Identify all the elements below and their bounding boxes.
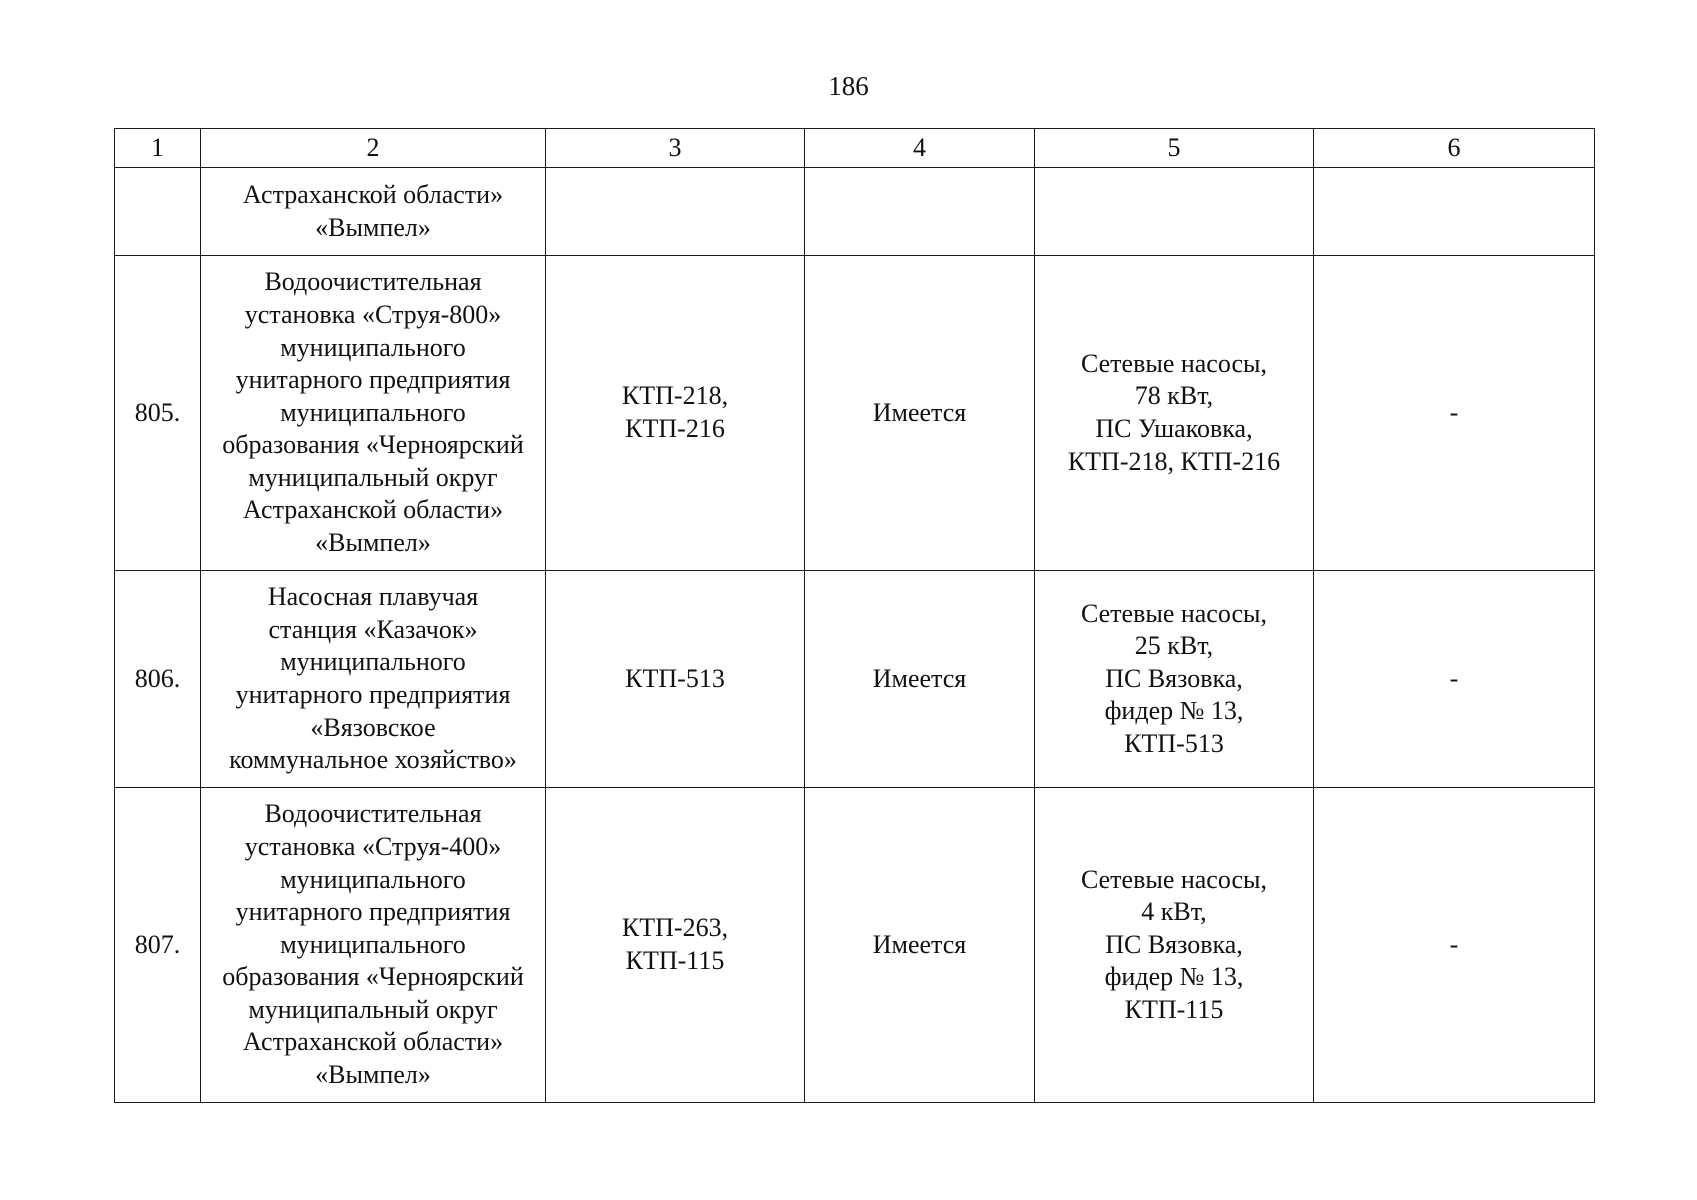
note-cell — [1314, 788, 1595, 1103]
row-number-cell — [115, 571, 201, 788]
note-value: - — [1449, 397, 1459, 427]
row-number: 806. — [134, 663, 181, 693]
table-row — [115, 168, 1595, 256]
column-header-6: 6 — [1314, 129, 1595, 168]
object-name-cell — [201, 168, 546, 256]
object-name: Астраханской области» «Вымпел» — [242, 179, 504, 242]
object-name-cell — [201, 256, 546, 571]
object-name: Водоочистительная установка «Струя-400» муниципального унитарного предприятия муниципального образования «Черноярский муниципальный округ Астраханской области» «Вымпел» — [222, 799, 524, 1090]
status-value: Имеется — [872, 663, 967, 693]
object-name: Насосная плавучая станция «Казачок» муниципального унитарного предприятия «Вязовское коммунальное хозяйство» — [229, 582, 517, 775]
details-cell — [1035, 571, 1314, 788]
details-value: Сетевые насосы, 4 кВт, ПС Вязовка, фидер № 13, КТП-115 — [1080, 864, 1268, 1024]
ktp-cell — [546, 256, 805, 571]
details-value: Сетевые насосы, 25 кВт, ПС Вязовка, фидер № 13, КТП-513 — [1080, 598, 1268, 758]
column-header-3: 3 — [546, 129, 805, 168]
table-row — [115, 256, 1595, 571]
note-value: - — [1449, 663, 1459, 693]
object-name-cell — [201, 571, 546, 788]
row-number-cell — [115, 168, 201, 256]
object-name: Водоочистительная установка «Струя-800» муниципального унитарного предприятия муниципального образования «Черноярский муниципальный округ Астраханской области» «Вымпел» — [222, 267, 524, 558]
table-row — [115, 571, 1595, 788]
row-number-cell — [115, 788, 201, 1103]
ktp-cell — [546, 168, 805, 256]
ktp-cell — [546, 788, 805, 1103]
row-number: 805. — [134, 397, 181, 427]
status-value: Имеется — [872, 397, 967, 427]
object-name-cell — [201, 788, 546, 1103]
details-value: Сетевые насосы, 78 кВт, ПС Ушаковка, КТП-218, КТП-216 — [1067, 348, 1281, 476]
details-cell — [1035, 788, 1314, 1103]
note-cell — [1314, 256, 1595, 571]
note-cell — [1314, 168, 1595, 256]
page-number: 186 — [828, 71, 869, 101]
column-header-4: 4 — [805, 129, 1035, 168]
status-cell — [805, 256, 1035, 571]
status-cell — [805, 168, 1035, 256]
row-number: 807. — [134, 929, 181, 959]
ktp-cell — [546, 571, 805, 788]
status-cell — [805, 788, 1035, 1103]
ktp-value: КТП-218, КТП-216 — [621, 381, 729, 443]
column-header-5: 5 — [1035, 129, 1314, 168]
table-header-row — [115, 129, 1595, 168]
ktp-value: КТП-513 — [625, 663, 725, 693]
table-row — [115, 788, 1595, 1103]
row-number-cell — [115, 256, 201, 571]
column-header-2: 2 — [201, 129, 546, 168]
details-cell — [1035, 168, 1314, 256]
status-cell — [805, 571, 1035, 788]
details-cell — [1035, 256, 1314, 571]
status-value: Имеется — [872, 929, 967, 959]
column-header-1: 1 — [115, 129, 201, 168]
note-value: - — [1449, 929, 1459, 959]
data-table — [114, 128, 1595, 1103]
note-cell — [1314, 571, 1595, 788]
ktp-value: КТП-263, КТП-115 — [621, 913, 729, 975]
